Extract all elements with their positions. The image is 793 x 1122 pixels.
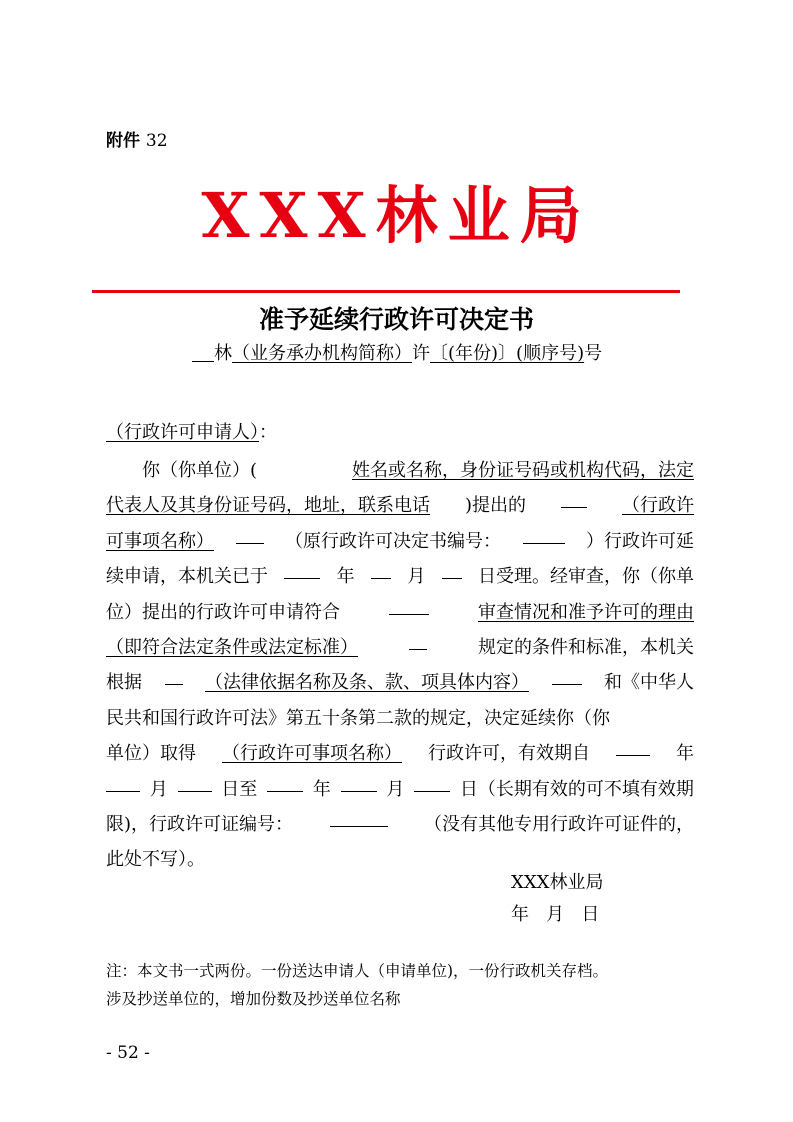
- blank-year: [284, 559, 320, 579]
- blank-year: [616, 736, 650, 756]
- addressee-field: （行政许可申请人）: [106, 422, 259, 443]
- body-text: 日受理。经审查，你（你单: [477, 566, 694, 588]
- body-text: 限)，行政许可证编号：: [106, 814, 294, 836]
- body-text: )提出的: [464, 495, 527, 517]
- body-text: 日（长期有效的可不填有效期: [459, 778, 694, 800]
- body-text: 月: [386, 778, 405, 800]
- body-line: [106, 736, 694, 771]
- footnote-line-1: 注：本文书一式两份。一份送达申请人（申请单位)，一份行政机关存档。: [106, 962, 609, 980]
- body-text: 日至: [221, 778, 258, 800]
- body-line: [106, 453, 694, 488]
- body-line: [106, 807, 694, 842]
- signature-date: 年 月 日: [511, 904, 600, 925]
- body-line: [106, 701, 694, 736]
- body-text: 民共和国行政许可法》第五十条第二款的规定，决定延续你（你: [106, 707, 610, 729]
- body-field: （即符合法定条件或法定标准）: [106, 637, 358, 659]
- blank-day: [178, 772, 212, 792]
- signature-org: XXX林业局: [511, 872, 604, 893]
- body-text: 年: [336, 566, 355, 588]
- docno-field-year-seq: 〔(年份)〕(顺序号): [430, 343, 585, 364]
- body-field: 代表人及其身份证号码，地址，联系电话: [106, 495, 430, 517]
- blank-year: [267, 772, 303, 792]
- docno-part2: 许: [412, 343, 430, 364]
- body-text: 行政许可，有效期自: [428, 743, 590, 765]
- footnote: [106, 957, 706, 1013]
- blank-month: [371, 559, 391, 579]
- blank-license-no: [330, 807, 388, 827]
- blank: [236, 524, 264, 544]
- page-number: - 52 -: [106, 1043, 150, 1063]
- addressee-colon: ：: [259, 422, 277, 443]
- body-line: [106, 772, 694, 807]
- body-line: [106, 488, 694, 523]
- body-text: 月: [407, 566, 426, 588]
- blank-day: [414, 772, 450, 792]
- docno-part1: 林: [214, 343, 232, 364]
- body-field: （行政许可事项名称）: [222, 743, 402, 765]
- blank: [552, 665, 582, 685]
- body-line: [106, 595, 694, 630]
- blank: [409, 630, 427, 650]
- footnote-line-2: 涉及抄送单位的，增加份数及抄送单位名称: [106, 990, 401, 1008]
- body-text: 此处不写）。: [106, 849, 205, 871]
- blank-day: [442, 559, 462, 579]
- blank-prefix: [192, 342, 214, 362]
- issuing-org-header: XXX林业局: [201, 179, 592, 252]
- body-line: [106, 665, 694, 700]
- body-line: [106, 559, 694, 594]
- body-field: 姓名或名称，身份证号码或机构代码，法定: [352, 460, 694, 481]
- blank: [561, 488, 587, 508]
- body-text: 根据: [106, 672, 142, 694]
- body-field: 可事项名称）: [106, 530, 214, 552]
- body-text: 年: [676, 743, 694, 765]
- body-text: （没有其他专用行政许可证件的，: [424, 814, 694, 836]
- body-field: （行政许: [621, 495, 694, 517]
- body-text: 规定的条件和标准，本机关: [478, 637, 694, 659]
- blank-month: [106, 772, 140, 792]
- attachment-label-text: 附件: [106, 131, 140, 151]
- document-number: [192, 339, 602, 369]
- body-text: （原行政许可决定书编号：: [285, 530, 501, 552]
- blank-month: [341, 772, 377, 792]
- body-line: [106, 842, 694, 877]
- body-line: [106, 524, 694, 559]
- blank: [165, 665, 183, 685]
- blank-original-decision-no: [523, 524, 565, 544]
- body-text: 续申请，本机关已于: [106, 566, 268, 588]
- body-text: 月: [149, 778, 168, 800]
- body-text: 单位）取得: [106, 743, 196, 765]
- red-separator-line: [92, 290, 680, 293]
- decision-body: [106, 453, 694, 878]
- body-line: [106, 630, 694, 665]
- attachment-label: [106, 126, 168, 151]
- addressee: [106, 418, 277, 448]
- docno-field-agency: （业务承办机构简称）: [232, 343, 412, 364]
- blank: [389, 595, 429, 615]
- attachment-number: 32: [145, 131, 168, 151]
- body-text: ）行政许可延: [586, 530, 694, 552]
- body-text: 你（你单位）(: [142, 460, 258, 481]
- document-title: 准予延续行政许可决定书: [258, 305, 534, 334]
- docno-part3: 号: [584, 343, 603, 364]
- body-text: 位）提出的行政许可申请符合: [106, 601, 340, 623]
- body-field: （法律依据名称及条、款、项具体内容）: [205, 672, 529, 694]
- body-text: 年: [312, 778, 331, 800]
- body-field: 审查情况和准予许可的理由: [478, 601, 694, 623]
- body-text: 和《中华人: [604, 672, 694, 694]
